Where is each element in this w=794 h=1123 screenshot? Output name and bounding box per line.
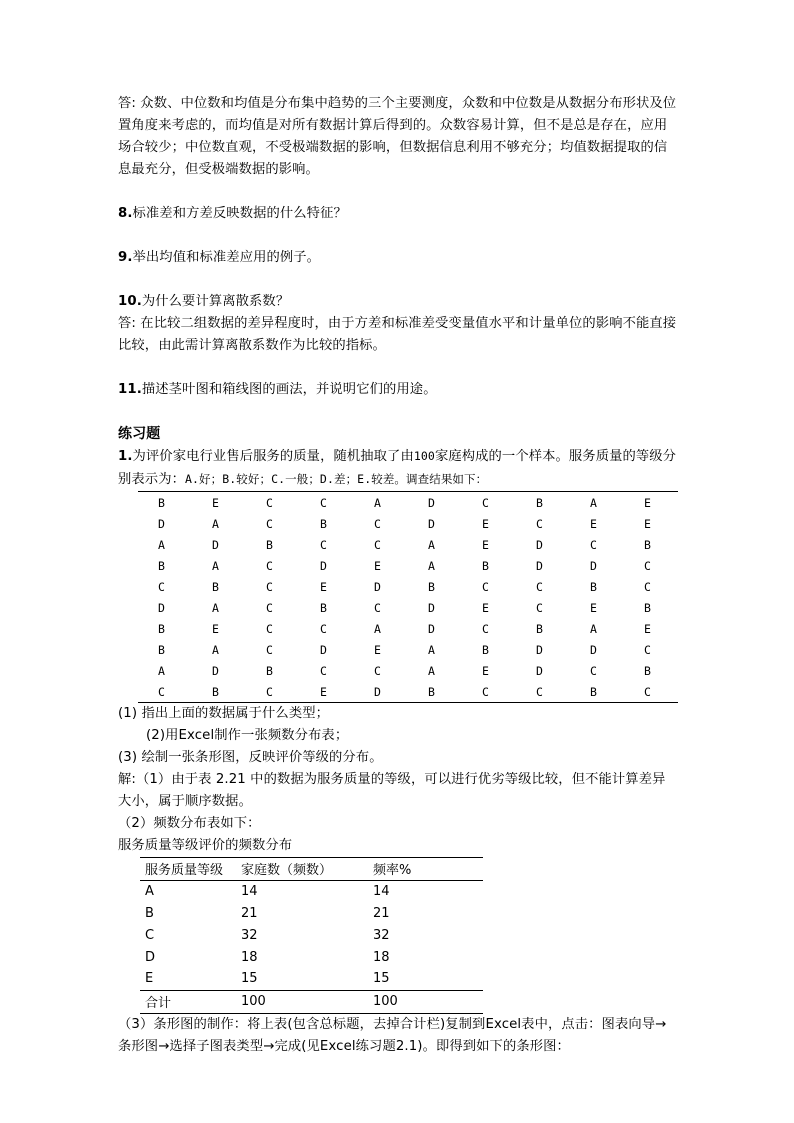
grade-cell: B — [212, 684, 219, 699]
grade-cell: E — [374, 558, 381, 573]
solution-1: 解:（1）由于表 2.21 中的数据为服务质量的等级，可以进行优劣等级比较，但不能计算差异大小，属于顺序数据。 — [118, 772, 666, 809]
document-page — [118, 93, 678, 1058]
table-row — [140, 968, 483, 990]
grade-cell: C — [590, 537, 597, 552]
table-cell: 14 — [373, 884, 390, 900]
solution-2: （2）频数分布表如下： — [118, 816, 261, 831]
grade-cell: A — [428, 537, 435, 552]
grade-cell: E — [212, 621, 219, 636]
column-header: 频率% — [368, 858, 483, 881]
table-total-row — [140, 990, 483, 1013]
grade-cell: A — [212, 558, 219, 573]
question-number: 11. — [118, 382, 142, 397]
grade-cell: D — [320, 642, 327, 657]
grade-cell: C — [482, 579, 489, 594]
grade-cell: A — [212, 642, 219, 657]
table-cell: B — [145, 905, 154, 921]
grade-cell: C — [536, 516, 543, 531]
grade-cell: D — [158, 516, 165, 531]
grade-cell: C — [536, 579, 543, 594]
grade-cell: C — [644, 642, 651, 657]
grade-cell: C — [266, 600, 273, 615]
grade-cell: C — [374, 600, 381, 615]
grade-cell: E — [644, 495, 651, 510]
column-header: 服务质量等级 — [140, 858, 236, 881]
grade-cell: E — [590, 516, 597, 531]
table-row — [140, 903, 483, 925]
grade-cell: D — [320, 558, 327, 573]
grade-cell: C — [644, 579, 651, 594]
grade-cell: D — [536, 537, 543, 552]
grade-cell: E — [644, 621, 651, 636]
grade-cell: C — [266, 495, 273, 510]
grade-cell: D — [158, 600, 165, 615]
grade-cell: D — [536, 558, 543, 573]
table-row — [138, 534, 678, 555]
grade-cell: E — [482, 516, 489, 531]
grade-cell: C — [644, 558, 651, 573]
subquestion-3: (3) 绘制一张条形图，反映评价等级的分布。 — [118, 750, 383, 765]
table-row — [138, 513, 678, 534]
grade-cell: C — [158, 579, 165, 594]
grade-cell: D — [374, 684, 381, 699]
grade-cell: D — [428, 600, 435, 615]
table-cell: 18 — [373, 949, 390, 965]
table-cell: 15 — [373, 971, 390, 987]
grade-cell: D — [536, 642, 543, 657]
grade-cell: D — [212, 537, 219, 552]
grade-cell: C — [374, 516, 381, 531]
table-cell: 21 — [241, 905, 258, 921]
grade-cell: B — [482, 558, 489, 573]
grade-cell: B — [644, 537, 651, 552]
subquestion-1: (1) 指出上面的数据属于什么类型； — [118, 706, 330, 721]
frequency-table-title: 服务质量等级评价的频数分布 — [118, 838, 293, 853]
grade-cell: C — [320, 621, 327, 636]
exercise-heading: 练习题 — [118, 426, 161, 442]
table-cell: 32 — [373, 927, 390, 943]
grade-cell: B — [158, 642, 165, 657]
grade-cell: B — [320, 600, 327, 615]
table-row — [138, 597, 678, 618]
question-number: 9. — [118, 250, 133, 265]
grade-cell: C — [374, 663, 381, 678]
grade-cell: A — [374, 495, 381, 510]
table-row — [140, 924, 483, 946]
answer-7: 答: 众数、中位数和均值是分布集中趋势的三个主要测度，众数和中位数是从数据分布形状及位置角度来考虑的，而均值是对所有数据计算后得到的。众数容易计算，但不是总是存在，应用场合较少；中位数直观，不受极端数据的影响，但数据信息利用不够充分；均值数据提取的信息最充分，但受极端数据的影响。 — [118, 96, 677, 177]
grade-cell: D — [428, 495, 435, 510]
grade-cell: C — [536, 684, 543, 699]
grade-cell: B — [644, 600, 651, 615]
grade-cell: A — [158, 663, 165, 678]
grade-cell: C — [590, 663, 597, 678]
grade-cell: D — [590, 558, 597, 573]
grade-cell: B — [428, 579, 435, 594]
table-row — [138, 660, 678, 681]
grade-cell: C — [374, 537, 381, 552]
grade-legend: A.好；B.较好；C.一般；D.差；E.较差。调查结果如下： — [184, 472, 488, 486]
question-text: 为什么要计算离散系数？ — [141, 294, 290, 309]
grade-cell: A — [428, 663, 435, 678]
grade-cell: C — [266, 684, 273, 699]
exercise-text: 为评价家电行业售后服务的质量，随机抽取了由 — [132, 449, 414, 464]
table-row — [138, 492, 678, 514]
grade-cell: A — [428, 642, 435, 657]
exercise-1-prompt — [118, 445, 678, 491]
question-number: 10. — [118, 294, 142, 309]
table-cell: 15 — [241, 971, 258, 987]
grade-cell: B — [266, 537, 273, 552]
sample-size: 100 — [413, 449, 435, 463]
grade-cell: B — [266, 663, 273, 678]
table-cell: 合计 — [140, 990, 236, 1013]
table-row — [140, 880, 483, 902]
table-header-row — [140, 858, 483, 881]
table-cell: 14 — [241, 884, 258, 900]
grade-cell: D — [428, 516, 435, 531]
table-row — [140, 946, 483, 968]
grade-cell: B — [428, 684, 435, 699]
grade-cell: B — [212, 579, 219, 594]
grade-cell: D — [590, 642, 597, 657]
question-text: 描述茎叶图和箱线图的画法，并说明它们的用途。 — [141, 382, 437, 397]
table-row — [138, 555, 678, 576]
grade-cell: B — [590, 684, 597, 699]
grade-cell: D — [374, 579, 381, 594]
grade-cell: C — [158, 684, 165, 699]
table-cell: 21 — [373, 905, 390, 921]
grade-cell: A — [374, 621, 381, 636]
grade-cell: E — [212, 495, 219, 510]
table-cell: 18 — [241, 949, 258, 965]
table-cell: E — [145, 971, 154, 987]
grade-cell: B — [158, 621, 165, 636]
table-cell: 100 — [236, 990, 368, 1013]
exercise-number: 1. — [118, 449, 133, 464]
question-9 — [118, 247, 678, 269]
grade-cell: C — [266, 579, 273, 594]
subquestion-2: (2)用Excel制作一张频数分布表； — [146, 728, 349, 743]
grade-cell: C — [482, 684, 489, 699]
grade-cell: E — [374, 642, 381, 657]
grade-cell: A — [428, 558, 435, 573]
answer-10: 答: 在比较二组数据的差异程度时，由于方差和标准差受变量值水平和计量单位的影响不能直接比较，由此需计算离散系数作为比较的指标。 — [118, 316, 677, 353]
grade-cell: B — [536, 495, 543, 510]
grade-cell: C — [266, 642, 273, 657]
grade-cell: D — [212, 663, 219, 678]
grade-cell: E — [482, 663, 489, 678]
column-header: 家庭数（频数） — [236, 858, 368, 881]
grade-cell: A — [212, 600, 219, 615]
table-cell: 100 — [368, 990, 483, 1013]
grade-cell: C — [266, 621, 273, 636]
question-10 — [118, 291, 678, 313]
grade-cell: E — [320, 684, 327, 699]
grade-cell: E — [482, 537, 489, 552]
grade-cell: C — [536, 600, 543, 615]
grade-cell: E — [320, 579, 327, 594]
grade-cell: C — [320, 495, 327, 510]
grade-cell: C — [482, 495, 489, 510]
grade-cell: A — [212, 516, 219, 531]
grade-cell: C — [320, 537, 327, 552]
question-text: 举出均值和标准差应用的例子。 — [132, 250, 321, 265]
question-text: 标准差和方差反映数据的什么特征？ — [132, 206, 347, 221]
grade-cell: B — [158, 495, 165, 510]
grades-table — [138, 491, 678, 703]
grade-cell: C — [644, 684, 651, 699]
grade-cell: C — [266, 516, 273, 531]
grade-cell: E — [644, 516, 651, 531]
grade-cell: B — [536, 621, 543, 636]
grade-cell: C — [266, 558, 273, 573]
table-cell: A — [145, 884, 154, 900]
grade-cell: E — [482, 600, 489, 615]
grade-cell: B — [590, 579, 597, 594]
grade-cell: E — [590, 600, 597, 615]
grade-cell: A — [590, 621, 597, 636]
grade-cell: A — [590, 495, 597, 510]
frequency-table — [140, 857, 483, 1014]
grade-cell: C — [482, 621, 489, 636]
table-row — [138, 618, 678, 639]
question-number: 8. — [118, 206, 133, 221]
grade-cell: B — [158, 558, 165, 573]
grade-cell: D — [428, 621, 435, 636]
question-11 — [118, 379, 678, 401]
table-cell: D — [145, 949, 156, 965]
exercise-text: 家庭构成的一个样本。服务质量的等级分别表示为： — [118, 449, 677, 487]
grade-cell: B — [482, 642, 489, 657]
table-row — [138, 576, 678, 597]
table-cell: 32 — [241, 927, 258, 943]
table-cell: C — [145, 927, 155, 943]
solution-3: （3）条形图的制作：将上表(包含总标题，去掉合计栏)复制到Excel表中，点击：图表向导→条形图→选择子图表类型→完成(见Excel练习题2.1)。即得到如下的条形图： — [118, 1016, 667, 1054]
grade-cell: A — [158, 537, 165, 552]
question-8 — [118, 203, 678, 225]
table-row — [138, 639, 678, 660]
grade-cell: D — [536, 663, 543, 678]
grade-cell: B — [320, 516, 327, 531]
table-row — [138, 681, 678, 703]
grade-cell: B — [644, 663, 651, 678]
grade-cell: C — [320, 663, 327, 678]
